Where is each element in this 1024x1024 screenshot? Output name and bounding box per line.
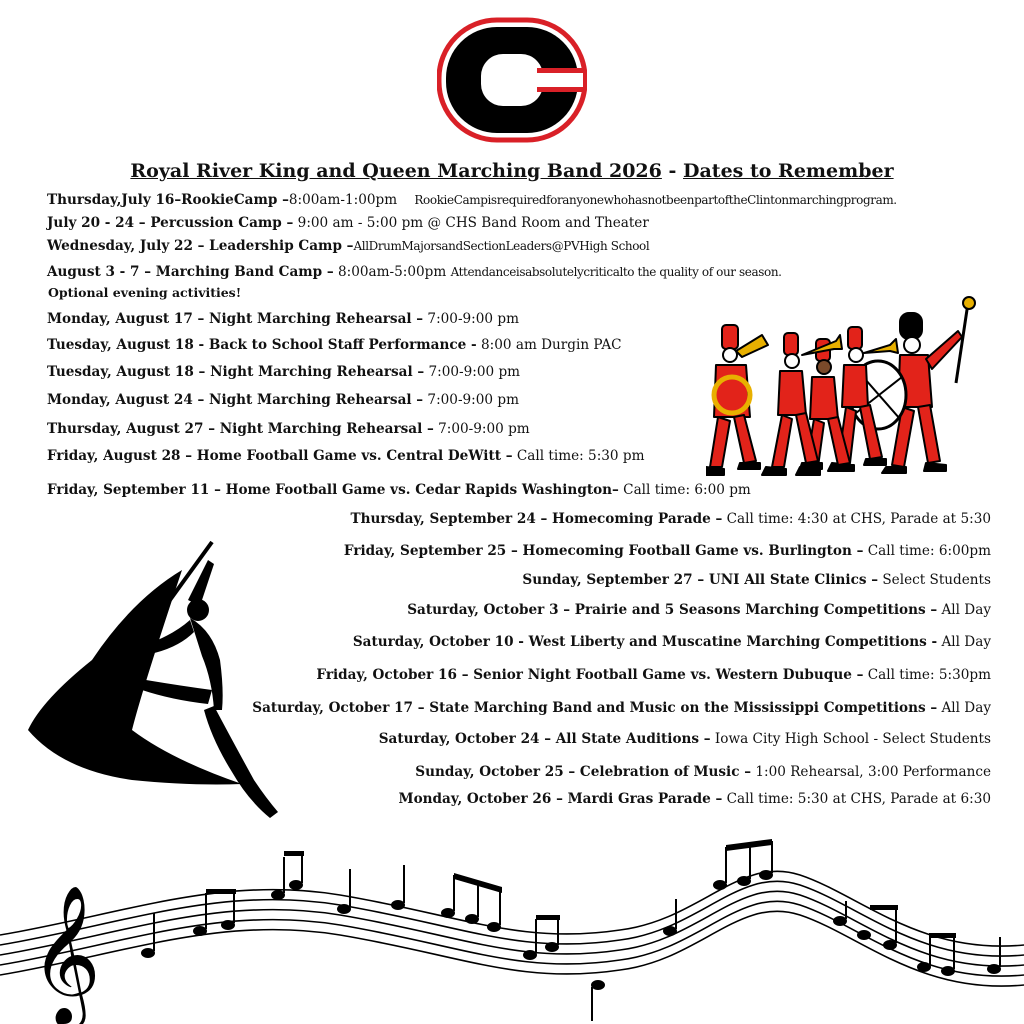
event-row: Thursday,July 16–RookieCamp –8:00am-1:00pm RookieCampisrequiredforanyonewhohasnotbeenpartoftheClintonmarchingprogram. [47, 192, 897, 208]
event-row: Tuesday, August 18 - Back to School Staff Performance - 8:00 am Durgin PAC [47, 337, 622, 353]
event-row: Friday, September 25 – Homecoming Football Game vs. Burlington – Call time: 6:00pm [343, 543, 991, 559]
title-main: Royal River King and Queen Marching Band 2026 [130, 160, 662, 182]
event-row: Monday, October 26 – Mardi Gras Parade – Call time: 5:30 at CHS, Parade at 6:30 [398, 791, 991, 807]
event-row: July 20 - 24 – Percussion Camp – 9:00 am - 5:00 pm @ CHS Band Room and Theater [47, 215, 649, 231]
event-row: Sunday, September 27 – UNI All State Clinics – Select Students [522, 572, 991, 588]
svg-text:𝄞: 𝄞 [30, 885, 101, 1024]
event-row: Wednesday, July 22 – Leadership Camp –AllDrumMajorsandSectionLeaders@PVHigh School [47, 238, 650, 254]
event-row: August 3 - 7 – Marching Band Camp – 8:00am-5:00pm Attendanceisabsolutelycriticalto the quality of our season. [47, 264, 782, 280]
event-row: Optional evening activities! [48, 285, 242, 300]
event-row: Friday, October 16 – Senior Night Football Game vs. Western Dubuque – Call time: 5:30pm [316, 667, 991, 683]
event-row: Saturday, October 17 – State Marching Band and Music on the Mississippi Competitions – All Day [252, 700, 991, 716]
event-row: Monday, August 17 – Night Marching Rehearsal – 7:00-9:00 pm [47, 311, 519, 327]
title-separator: - [661, 160, 683, 182]
clinton-c-logo [437, 16, 587, 144]
event-row: Friday, September 11 – Home Football Game vs. Cedar Rapids Washington– Call time: 6:00 pm [47, 482, 751, 498]
event-row: Saturday, October 24 – All State Auditions – Iowa City High School - Select Students [378, 731, 991, 747]
logo-letter: C [437, 16, 438, 17]
event-row: Saturday, October 10 - West Liberty and Muscatine Marching Competitions - All Day [352, 634, 991, 650]
color-guard-silhouette [22, 540, 284, 822]
event-row: Thursday, August 27 – Night Marching Rehearsal – 7:00-9:00 pm [47, 421, 530, 437]
event-row: Thursday, September 24 – Homecoming Parade – Call time: 4:30 at CHS, Parade at 5:30 [350, 511, 991, 527]
event-row: Saturday, October 3 – Prairie and 5 Seasons Marching Competitions – All Day [407, 602, 991, 618]
music-staff-notes [0, 835, 1024, 1024]
marching-band-illustration [706, 295, 982, 481]
event-row: Tuesday, August 18 – Night Marching Rehearsal – 7:00-9:00 pm [47, 364, 521, 380]
page-title [0, 158, 1024, 184]
event-row: Monday, August 24 – Night Marching Rehearsal – 7:00-9:00 pm [47, 392, 519, 408]
event-row: Sunday, October 25 – Celebration of Music – 1:00 Rehearsal, 3:00 Performance [415, 764, 991, 780]
title-sub: Dates to Remember [683, 160, 894, 182]
event-row: Friday, August 28 – Home Football Game vs. Central DeWitt – Call time: 5:30 pm [47, 448, 645, 464]
